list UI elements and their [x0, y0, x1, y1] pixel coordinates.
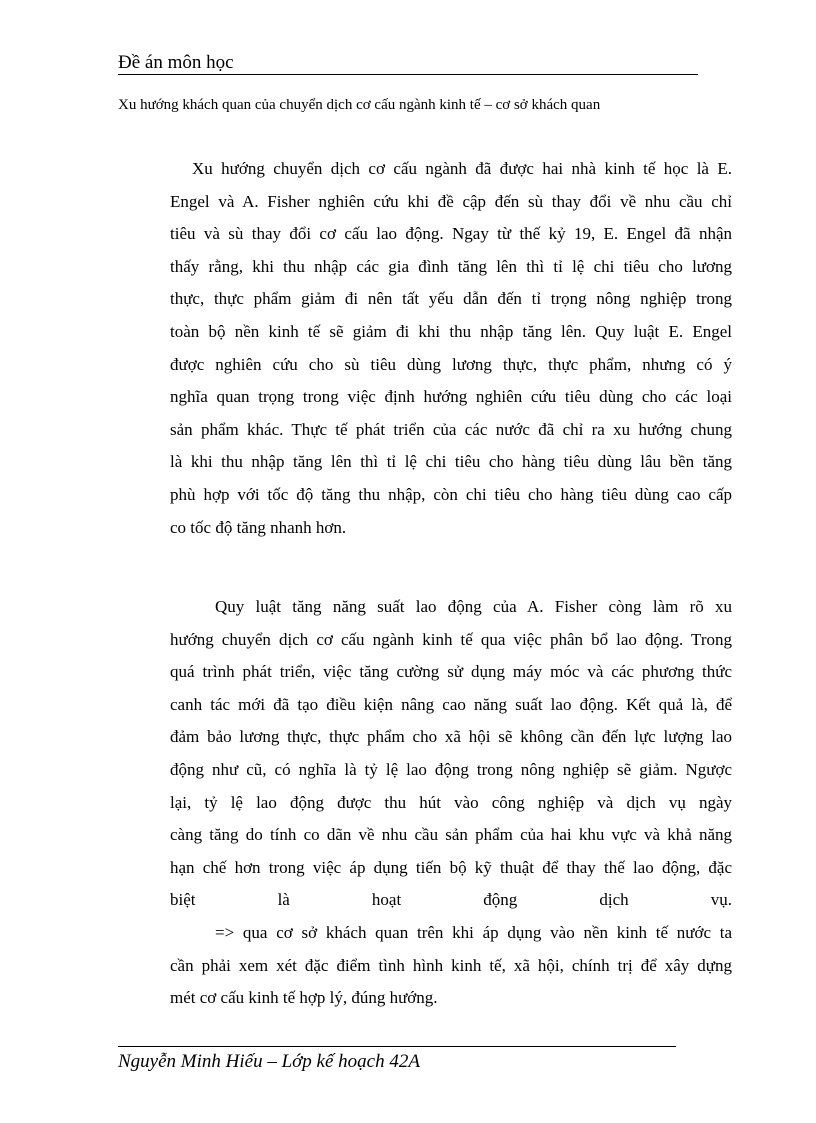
- paragraph-line: nghĩa quan trọng trong việc định hướng nghiên cứu tiêu dùng cho các loại: [170, 387, 732, 407]
- paragraph-line: đảm bảo lương thực, thực phẩm cho xã hội sẽ không cần đến lực lượng lao: [170, 727, 732, 747]
- paragraph-line: động như cũ, có nghĩa là tỷ lệ lao động trong nông nghiệp sẽ giảm. Ngược: [170, 759, 732, 779]
- footer-divider: [118, 1046, 676, 1047]
- paragraph-line: cần phải xem xét đặc điểm tình hình kinh tế, xã hội, chính trị để xây dựng: [170, 955, 732, 975]
- paragraph-line: co tốc độ tăng nhanh hơn.: [170, 517, 347, 537]
- paragraph-line: càng tăng do tính co dãn về nhu cầu sản phẩm của hai khu vực và khả năng: [170, 825, 732, 845]
- paragraph-line: lại, tỷ lệ lao động được thu hút vào công nghiệp và dịch vụ ngày: [170, 792, 732, 812]
- paragraph-line: Quy luật tăng năng suất lao động của A. Fisher còng làm rõ xu: [215, 597, 732, 616]
- paragraph-line: Xu hướng chuyển dịch cơ cấu ngành đã được hai nhà kinh tế học là E.: [192, 159, 732, 178]
- paragraph-line: là khi thu nhập tăng lên thì tỉ lệ chi tiêu cho hàng tiêu dùng lâu bền tăng: [170, 452, 732, 472]
- page-footer-author: Nguyễn Minh Hiếu – Lớp kế hoạch 42A: [118, 1051, 420, 1072]
- paragraph-line: hướng chuyển dịch cơ cấu ngành kinh tế qua việc phân bổ lao động. Trong: [170, 629, 732, 649]
- section-title: Xu hướng khách quan của chuyển dịch cơ cấu ngành kinh tế – cơ sở khách quan: [118, 97, 601, 113]
- paragraph-line: mét cơ cấu kinh tế hợp lý, đúng hướng.: [170, 988, 438, 1008]
- page-header-title: Đề án môn học: [118, 52, 234, 73]
- paragraph-line: phù hợp với tốc độ tăng thu nhập, còn chi tiêu cho hàng tiêu dùng cao cấp: [170, 484, 732, 504]
- paragraph-line: sản phẩm khác. Thực tế phát triển của các nước đã chỉ ra xu hướng chung: [170, 419, 732, 439]
- paragraph-line: quá trình phát triển, việc tăng cường sử dụng máy móc và các phương thức: [170, 662, 732, 682]
- paragraph-fisher: [170, 591, 732, 1015]
- paragraph-line: canh tác mới đã tạo điều kiện nâng cao năng suất lao động. Kết quả là, để: [170, 694, 732, 714]
- paragraph-line: thấy rằng, khi thu nhập các gia đình tăng lên thì tỉ lệ chi tiêu cho lương: [170, 256, 732, 276]
- paragraph-line: hạn chế hơn trong việc áp dụng tiến bộ kỹ thuật để thay thế lao động, đặc: [170, 857, 732, 877]
- paragraph-line: => qua cơ sở khách quan trên khi áp dụng vào nền kinh tế nước ta: [215, 922, 732, 942]
- paragraph-line: toàn bộ nền kinh tế sẽ giảm đi khi thu nhập tăng lên. Quy luật E. Engel: [170, 321, 732, 341]
- paragraph-line: Engel và A. Fisher nghiên cứu khi đề cập đến sù thay đổi về nhu cầu chỉ: [170, 191, 732, 211]
- paragraph-engel: [170, 153, 732, 544]
- header-divider: [118, 74, 698, 75]
- paragraph-line: biệt là hoạt động dịch vụ.: [170, 890, 732, 910]
- paragraph-line: thực, thực phẩm giảm đi nên tất yếu dẫn đến tỉ trọng nông nghiệp trong: [170, 289, 732, 309]
- paragraph-line: được nghiên cứu cho sù tiêu dùng lương thực, thực phẩm, nhưng có ý: [170, 354, 732, 374]
- paragraph-line: tiêu và sù thay đổi cơ cấu lao động. Ngay từ thế kỷ 19, E. Engel đã nhận: [170, 224, 732, 244]
